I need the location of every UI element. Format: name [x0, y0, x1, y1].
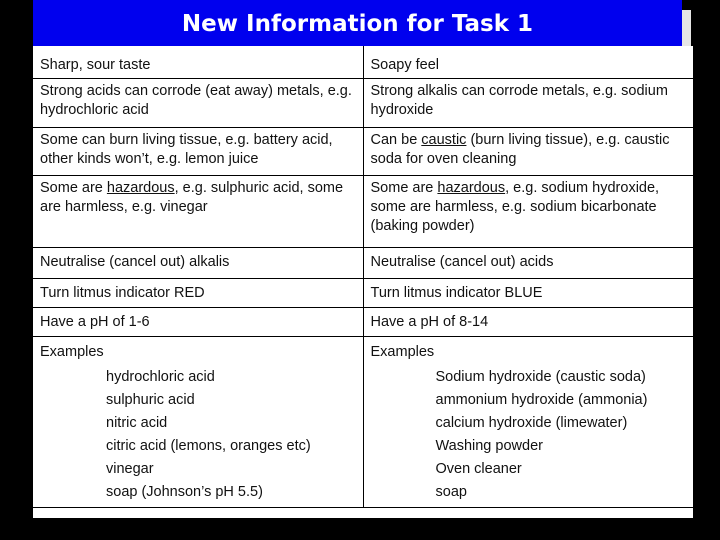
table-row: [33, 308, 693, 337]
table-row: [33, 279, 693, 308]
alkali-cell: Turn litmus indicator BLUE: [363, 279, 693, 308]
list-item: soap (Johnson’s pH 5.5): [106, 484, 263, 500]
examples-heading: Examples: [40, 344, 104, 360]
examples-heading: Examples: [370, 344, 435, 360]
alkali-cell: Soapy feel: [363, 46, 693, 79]
alkali-cell: Neutralise (cancel out) acids: [363, 248, 693, 279]
cell-text: , e.g. sodium hydroxide, some are harmless, e.g. sodium bicarbonate (baking powder): [370, 180, 660, 234]
acid-cell: Turn litmus indicator RED: [33, 279, 363, 308]
list-item: Oven cleaner: [435, 461, 522, 477]
title-shadow: [682, 10, 691, 46]
acid-cell: Neutralise (cancel out) alkalis: [33, 248, 363, 279]
list-item: Sodium hydroxide (caustic soda): [435, 369, 646, 385]
slide-title: New Information for Task 1: [33, 0, 682, 46]
list-item: calcium hydroxide (limewater): [435, 415, 628, 431]
table-row: [33, 176, 693, 248]
cell-text: (burn living tissue), e.g. caustic soda for oven cleaning: [370, 132, 670, 167]
acid-cell: Have a pH of 1-6: [33, 308, 363, 337]
underlined-term: caustic: [421, 132, 467, 148]
acid-cell: Strong acids can corrode (eat away) metals, e.g. hydrochloric acid: [33, 79, 363, 128]
alkali-examples-cell: [363, 337, 693, 508]
table-row: [33, 248, 693, 279]
acid-cell: Sharp, sour taste: [33, 46, 363, 79]
underlined-term: hazardous: [106, 180, 175, 196]
cell-text: Some are: [40, 180, 107, 196]
cell-text: , e.g. sulphuric acid, some are harmless, e.g. vinegar: [40, 180, 344, 215]
cell-text: Some are: [370, 180, 438, 196]
list-item: sulphuric acid: [106, 392, 195, 408]
list-item: ammonium hydroxide (ammonia): [435, 392, 648, 408]
acid-examples-list: [40, 366, 357, 504]
table-row: [33, 128, 693, 176]
info-sheet: [33, 46, 693, 518]
cell-text: Can be: [370, 132, 422, 148]
examples-row: [33, 337, 693, 508]
alkali-cell: [363, 128, 693, 176]
list-item: soap: [435, 484, 467, 500]
list-item: hydrochloric acid: [106, 369, 215, 385]
alkali-cell: [363, 176, 693, 248]
table-row: [33, 46, 693, 79]
list-item: Washing powder: [435, 438, 543, 454]
acid-cell: [33, 176, 363, 248]
list-item: nitric acid: [106, 415, 168, 431]
acid-cell: Some can burn living tissue, e.g. battery acid, other kinds won’t, e.g. lemon juice: [33, 128, 363, 176]
list-item: vinegar: [106, 461, 154, 477]
acid-examples-cell: [33, 337, 363, 508]
acids-alkalis-table: [33, 46, 693, 508]
alkali-examples-list: [371, 366, 688, 504]
underlined-term: hazardous: [437, 180, 506, 196]
alkali-cell: Strong alkalis can corrode metals, e.g. sodium hydroxide: [363, 79, 693, 128]
alkali-cell: Have a pH of 8-14: [363, 308, 693, 337]
table-row: [33, 79, 693, 128]
list-item: citric acid (lemons, oranges etc): [106, 438, 311, 454]
